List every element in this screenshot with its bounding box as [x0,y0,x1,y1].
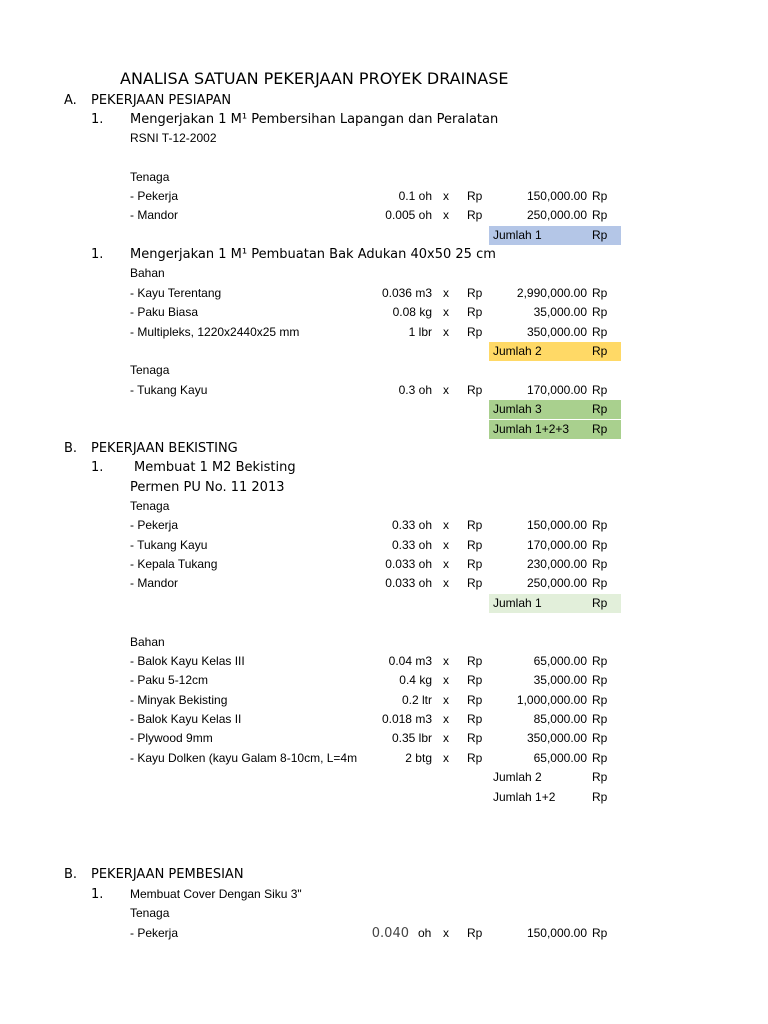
table-row [0,187,768,206]
section-title: PEKERJAAN BEKISTING [91,441,238,456]
row-name: - Multipleks, 1220x2440x25 mm [130,325,300,339]
currency-label: Rp [467,325,483,339]
currency-label: Rp [592,673,608,687]
row-coefficient: 0.005 oh [385,208,432,222]
multiply-sign: x [443,731,449,745]
row-name: - Balok Kayu Kelas II [130,712,242,726]
currency-label: Rp [467,383,483,397]
currency-label: Rp [592,189,608,203]
total-row [0,400,768,419]
item-number: 1. [91,112,104,127]
row-coefficient: 0.4 kg [399,673,432,687]
item-reference: RSNI T-12-2002 [130,131,217,145]
currency-label: Rp [467,286,483,300]
row-coefficient: 1 lbr [408,325,432,339]
item-number: 1. [91,247,104,262]
currency-label: Rp [467,751,483,765]
row-price: 35,000.00 [533,673,587,687]
currency-label: Rp [592,286,608,300]
row-coefficient: 0.036 m3 [381,286,432,300]
section-title: PEKERJAAN PEMBESIAN [91,867,244,882]
row-name: - Paku 5-12cm [130,673,209,687]
currency-label: Rp [592,344,608,358]
total-row [0,594,768,613]
currency-label: Rp [592,383,608,397]
total-row [0,768,768,787]
currency-label: Rp [592,518,608,532]
row-coefficient: 0.3 oh [398,383,432,397]
row-price: 150,000.00 [526,926,587,940]
row-price: 350,000.00 [526,325,587,339]
currency-label: Rp [467,654,483,668]
row-price: 230,000.00 [526,557,587,571]
row-name: - Paku Biasa [130,305,199,319]
multiply-sign: x [443,538,449,552]
table-row [0,323,768,342]
currency-label: Rp [592,538,608,552]
currency-label: Rp [592,422,608,436]
currency-label: Rp [592,654,608,668]
row-price: 1,000,000.00 [516,693,587,707]
multiply-sign: x [443,189,449,203]
table-row [0,536,768,555]
currency-label: Rp [467,557,483,571]
row-name: - Tukang Kayu [130,538,208,552]
row-name: - Plywood 9mm [130,731,213,745]
row-coefficient: 0.33 oh [391,538,432,552]
total-label: Jumlah 2 [493,770,542,784]
row-price: 170,000.00 [526,538,587,552]
currency-label: Rp [592,208,608,222]
currency-label: Rp [592,228,608,242]
currency-label: Rp [592,596,608,610]
currency-label: Rp [467,305,483,319]
section-letter: B. [64,441,78,456]
section-letter: B. [64,867,78,882]
table-row [0,671,768,690]
total-label: Jumlah 1 [493,228,542,242]
item-number: 1. [91,887,104,902]
total-row [0,226,768,245]
currency-label: Rp [467,208,483,222]
row-name: - Pekerja [130,518,179,532]
row-price: 250,000.00 [526,208,587,222]
table-row [0,729,768,748]
table-row [0,381,768,400]
row-coefficient: 0.1 oh [398,189,432,203]
total-label: Jumlah 2 [493,344,542,358]
total-label: Jumlah 1+2+3 [493,422,570,436]
row-price: 350,000.00 [526,731,587,745]
row-name: - Mandor [130,208,179,222]
row-coefficient: 0.018 m3 [381,712,432,726]
total-label: Jumlah 1+2 [493,790,556,804]
table-row [0,574,768,593]
currency-label: Rp [592,751,608,765]
multiply-sign: x [443,325,449,339]
multiply-sign: x [443,208,449,222]
row-price: 35,000.00 [533,305,587,319]
multiply-sign: x [443,751,449,765]
multiply-sign: x [443,305,449,319]
multiply-sign: x [443,712,449,726]
multiply-sign: x [443,673,449,687]
row-price: 85,000.00 [533,712,587,726]
table-row [0,555,768,574]
row-coefficient: 0.033 oh [385,576,432,590]
group-label: Tenaga [130,170,170,184]
row-unit: oh [418,926,432,940]
row-coefficient: 2 btg [405,751,432,765]
multiply-sign: x [443,576,449,590]
page-title: ANALISA SATUAN PEKERJAAN PROYEK DRAINASE [120,69,509,88]
row-name: - Kayu Terentang [130,286,222,300]
row-coefficient: 0.033 oh [385,557,432,571]
section-title: PEKERJAAN PESIAPAN [91,93,232,108]
row-coefficient: 0.040 [371,926,409,941]
row-coefficient: 0.35 lbr [391,731,432,745]
currency-label: Rp [467,712,483,726]
row-coefficient: 0.08 kg [392,305,432,319]
row-price: 65,000.00 [533,751,587,765]
group-label: Tenaga [130,906,170,920]
currency-label: Rp [467,189,483,203]
currency-label: Rp [592,402,608,416]
currency-label: Rp [467,518,483,532]
table-row [0,303,768,322]
row-price: 65,000.00 [533,654,587,668]
currency-label: Rp [592,557,608,571]
multiply-sign: x [443,518,449,532]
row-price: 250,000.00 [526,576,587,590]
table-row [0,691,768,710]
total-row [0,420,768,439]
multiply-sign: x [443,286,449,300]
row-coefficient: 0.04 m3 [388,654,432,668]
table-row [0,206,768,225]
currency-label: Rp [467,926,483,940]
row-price: 2,990,000.00 [516,286,587,300]
item-title: Mengerjakan 1 M¹ Pembersihan Lapangan dan Peralatan [130,112,499,127]
row-name: - Kepala Tukang [130,557,218,571]
multiply-sign: x [443,926,449,940]
currency-label: Rp [592,693,608,707]
item-title: Mengerjakan 1 M¹ Pembuatan Bak Adukan 40x50 25 cm [130,247,496,262]
currency-label: Rp [592,712,608,726]
item-title: Membuat Cover Dengan Siku 3" [130,887,302,901]
table-row [0,516,768,535]
currency-label: Rp [592,770,608,784]
total-row [0,342,768,361]
currency-label: Rp [467,576,483,590]
table-row [0,710,768,729]
currency-label: Rp [592,325,608,339]
item-title: Membuat 1 M2 Bekisting [134,460,296,475]
currency-label: Rp [592,576,608,590]
multiply-sign: x [443,383,449,397]
section-letter: A. [64,93,77,108]
currency-label: Rp [592,926,608,940]
table-row [0,284,768,303]
row-price: 150,000.00 [526,518,587,532]
item-reference: Permen PU No. 11 2013 [130,480,285,495]
row-price: 150,000.00 [526,189,587,203]
currency-label: Rp [592,731,608,745]
table-row [0,749,768,768]
total-label: Jumlah 1 [493,596,542,610]
row-price: 170,000.00 [526,383,587,397]
table-row [0,652,768,671]
currency-label: Rp [467,538,483,552]
row-coefficient: 0.2 ltr [401,693,432,707]
group-label: Bahan [130,635,165,649]
group-label: Tenaga [130,363,170,377]
row-name: - Pekerja [130,926,179,940]
currency-label: Rp [467,693,483,707]
multiply-sign: x [443,557,449,571]
group-label: Tenaga [130,499,170,513]
currency-label: Rp [592,790,608,804]
currency-label: Rp [467,731,483,745]
group-label: Bahan [130,266,165,280]
multiply-sign: x [443,693,449,707]
total-label: Jumlah 3 [493,402,542,416]
row-name: - Minyak Bekisting [130,693,228,707]
multiply-sign: x [443,654,449,668]
total-row [0,788,768,807]
row-name: - Tukang Kayu [130,383,208,397]
currency-label: Rp [467,673,483,687]
table-row [0,924,768,943]
row-name: - Mandor [130,576,179,590]
row-name: - Kayu Dolken (kayu Galam 8-10cm, L=4m [130,751,358,765]
currency-label: Rp [592,305,608,319]
row-coefficient: 0.33 oh [391,518,432,532]
row-name: - Pekerja [130,189,179,203]
item-number: 1. [91,460,104,475]
row-name: - Balok Kayu Kelas III [130,654,245,668]
